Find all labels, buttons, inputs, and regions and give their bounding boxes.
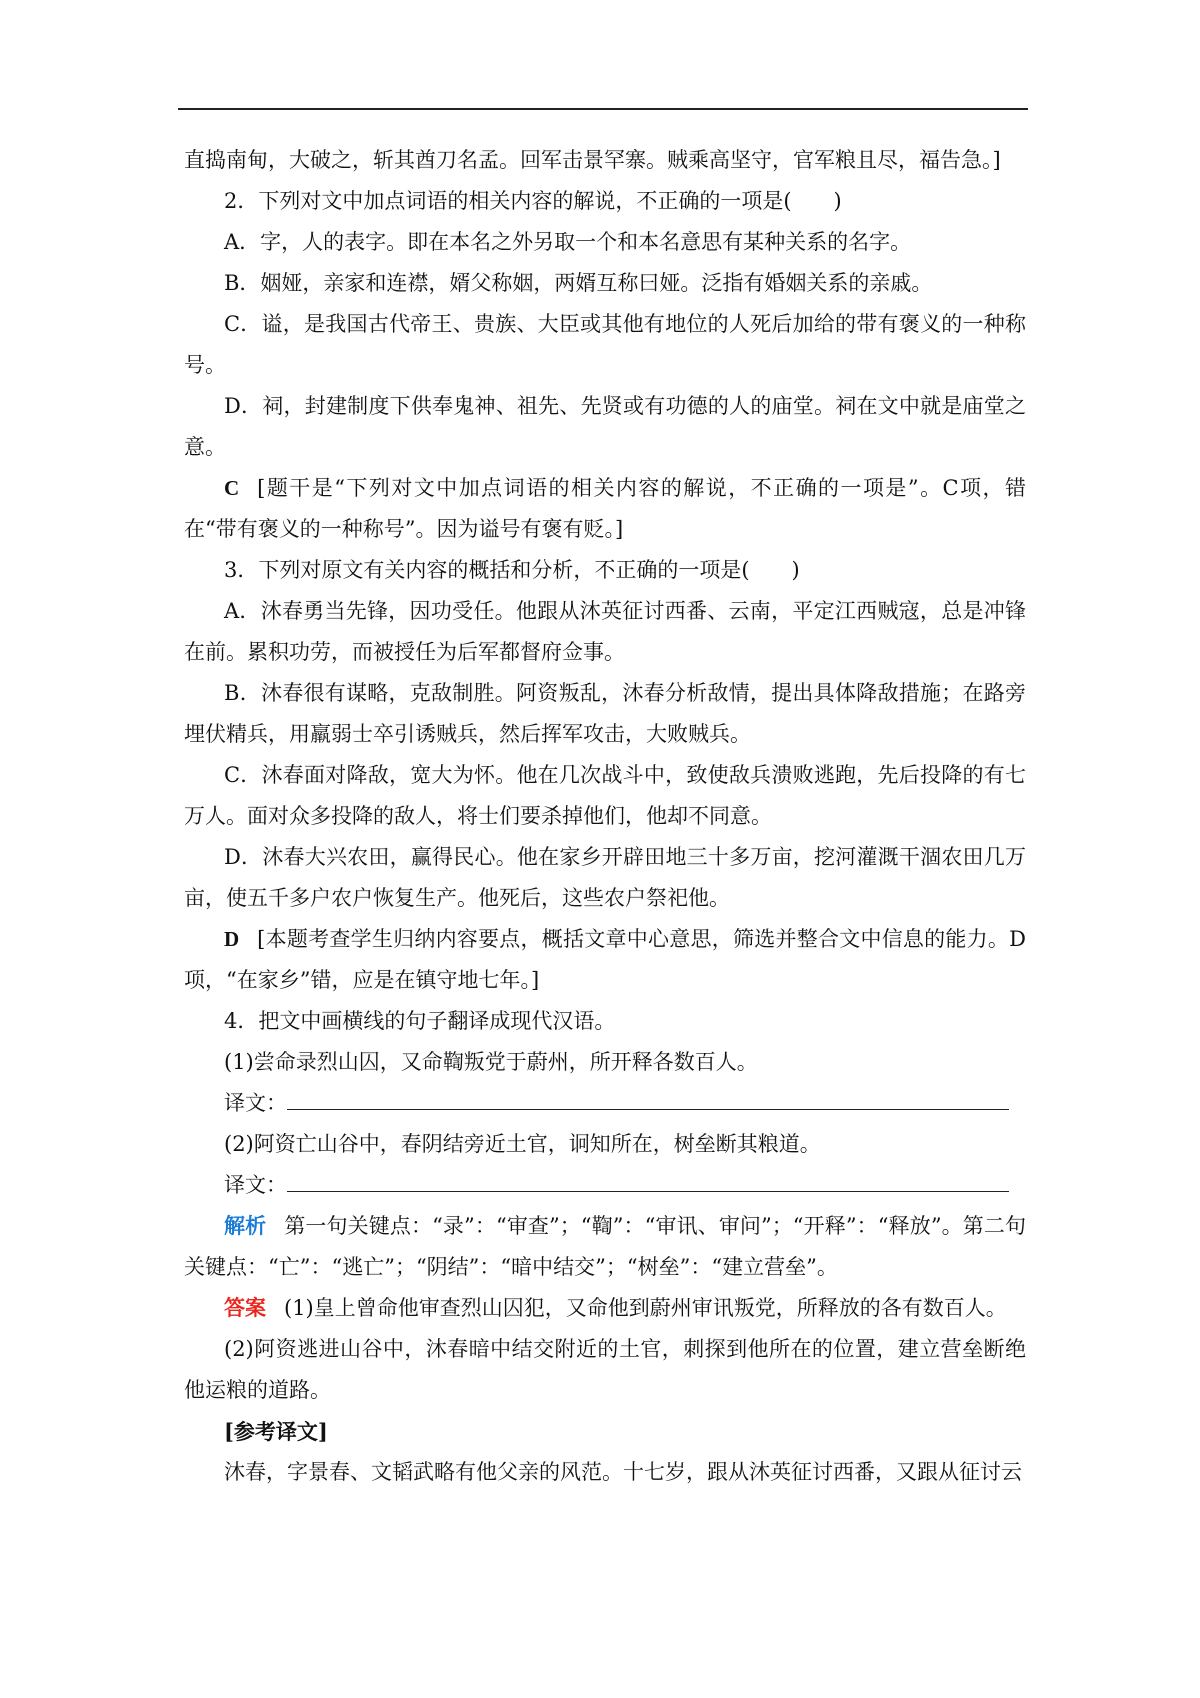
question-4-item-1: (1)尝命录烈山囚，又命鞫叛党于蔚州，所开释各数百人。 (224, 1050, 758, 1074)
translation-label-1: 译文： (224, 1091, 287, 1115)
reference-translation-title: [参考译文] (224, 1419, 328, 1444)
answer-label: 答案 (224, 1296, 266, 1320)
answer-3-text: [本题考查学生归纳内容要点，概括文章中心意思，筛选并整合文中信息的能力。D项，“在家乡”错，应是在镇守地七年。] (184, 927, 1026, 992)
answer-2-letter: C (224, 476, 240, 500)
question-3-option-a: A．沐春勇当先锋，因功受任。他跟从沐英征讨西番、云南，平定江西贼寇，总是冲锋在前。累积功劳，而被授任为后军都督府佥事。 (184, 599, 1026, 664)
question-4-item-2: (2)阿资亡山谷中，春阴结旁近土官，诇知所在，树垒断其粮道。 (224, 1132, 821, 1156)
translation-line-2 (184, 1165, 1026, 1206)
paragraph-continued: 直捣南甸，大破之，斩其酋刀名孟。回军击景罕寨。贼乘高坚守，官军粮且尽，福告急。] (184, 148, 1001, 172)
answer-2 (184, 468, 1026, 550)
question-3: 3．下列对原文有关内容的概括和分析，不正确的一项是( ) (224, 558, 800, 582)
question-4: 4．把文中画横线的句子翻译成现代汉语。 (224, 1009, 616, 1033)
answer-4-text-1: (1)皇上曾命他审查烈山囚犯，又命他到蔚州审讯叛党，所释放的各有数百人。 (284, 1296, 1007, 1320)
question-2-option-d: D．祠，封建制度下供奉鬼神、祖先、先贤或有功德的人的庙堂。祠在文中就是庙堂之意。 (184, 394, 1026, 459)
header-rule (178, 108, 1028, 110)
document-body (184, 140, 1026, 1493)
answer-4-line-2: (2)阿资逃进山谷中，沐春暗中结交附近的土官，刺探到他所在的位置，建立营垒断绝他运粮的道路。 (184, 1337, 1026, 1402)
analysis-label: 解析 (224, 1214, 267, 1238)
question-3-option-b: B．沐春很有谋略，克敌制胜。阿资叛乱，沐春分析敌情，提出具体降敌措施；在路旁埋伏精兵，用羸弱士卒引诱贼兵，然后挥军攻击，大败贼兵。 (184, 681, 1026, 746)
question-2-option-c: C．谥，是我国古代帝王、贵族、大臣或其他有地位的人死后加给的带有褒义的一种称号。 (184, 312, 1026, 377)
translation-line-1 (184, 1083, 1026, 1124)
question-2-option-a: A．字，人的表字。即在本名之外另取一个和本名意思有某种关系的名字。 (224, 230, 912, 254)
question-3-option-c: C．沐春面对降敌，宽大为怀。他在几次战斗中，致使敌兵溃败逃跑，先后投降的有七万人。面对众多投降的敌人，将士们要杀掉他们，他却不同意。 (184, 763, 1026, 828)
analysis-text: 第一句关键点：“录”：“审查”；“鞫”：“审讯、审问”；“开释”：“释放”。第二句关键点：“亡”：“逃亡”；“阴结”：“暗中结交”；“树垒”：“建立营垒”。 (184, 1214, 1027, 1279)
answer-4-line-1 (184, 1288, 1026, 1329)
translation-blank-2[interactable] (287, 1169, 1009, 1192)
translation-label-2: 译文： (224, 1173, 287, 1197)
answer-3-letter: D (224, 927, 240, 951)
analysis (184, 1206, 1026, 1288)
answer-3 (184, 919, 1026, 1001)
question-2-option-b: B．姻娅，亲家和连襟，婿父称姻，两婿互称曰娅。泛指有婚姻关系的亲戚。 (224, 271, 933, 295)
answer-2-text: [题干是“下列对文中加点词语的相关内容的解说，不正确的一项是”。C项，错在“带有褒义的一种称号”。因为谥号有褒有贬。] (184, 476, 1026, 541)
question-3-option-d: D．沐春大兴农田，赢得民心。他在家乡开辟田地三十多万亩，挖河灌溉干涸农田几万亩，使五千多户农户恢复生产。他死后，这些农户祭祀他。 (184, 845, 1026, 910)
question-2: 2．下列对文中加点词语的相关内容的解说，不正确的一项是( ) (224, 189, 842, 213)
reference-translation-text: 沐春，字景春、文韬武略有他父亲的风范。十七岁，跟从沐英征讨西番，又跟从征讨云 (224, 1460, 1022, 1484)
translation-blank-1[interactable] (287, 1087, 1009, 1110)
